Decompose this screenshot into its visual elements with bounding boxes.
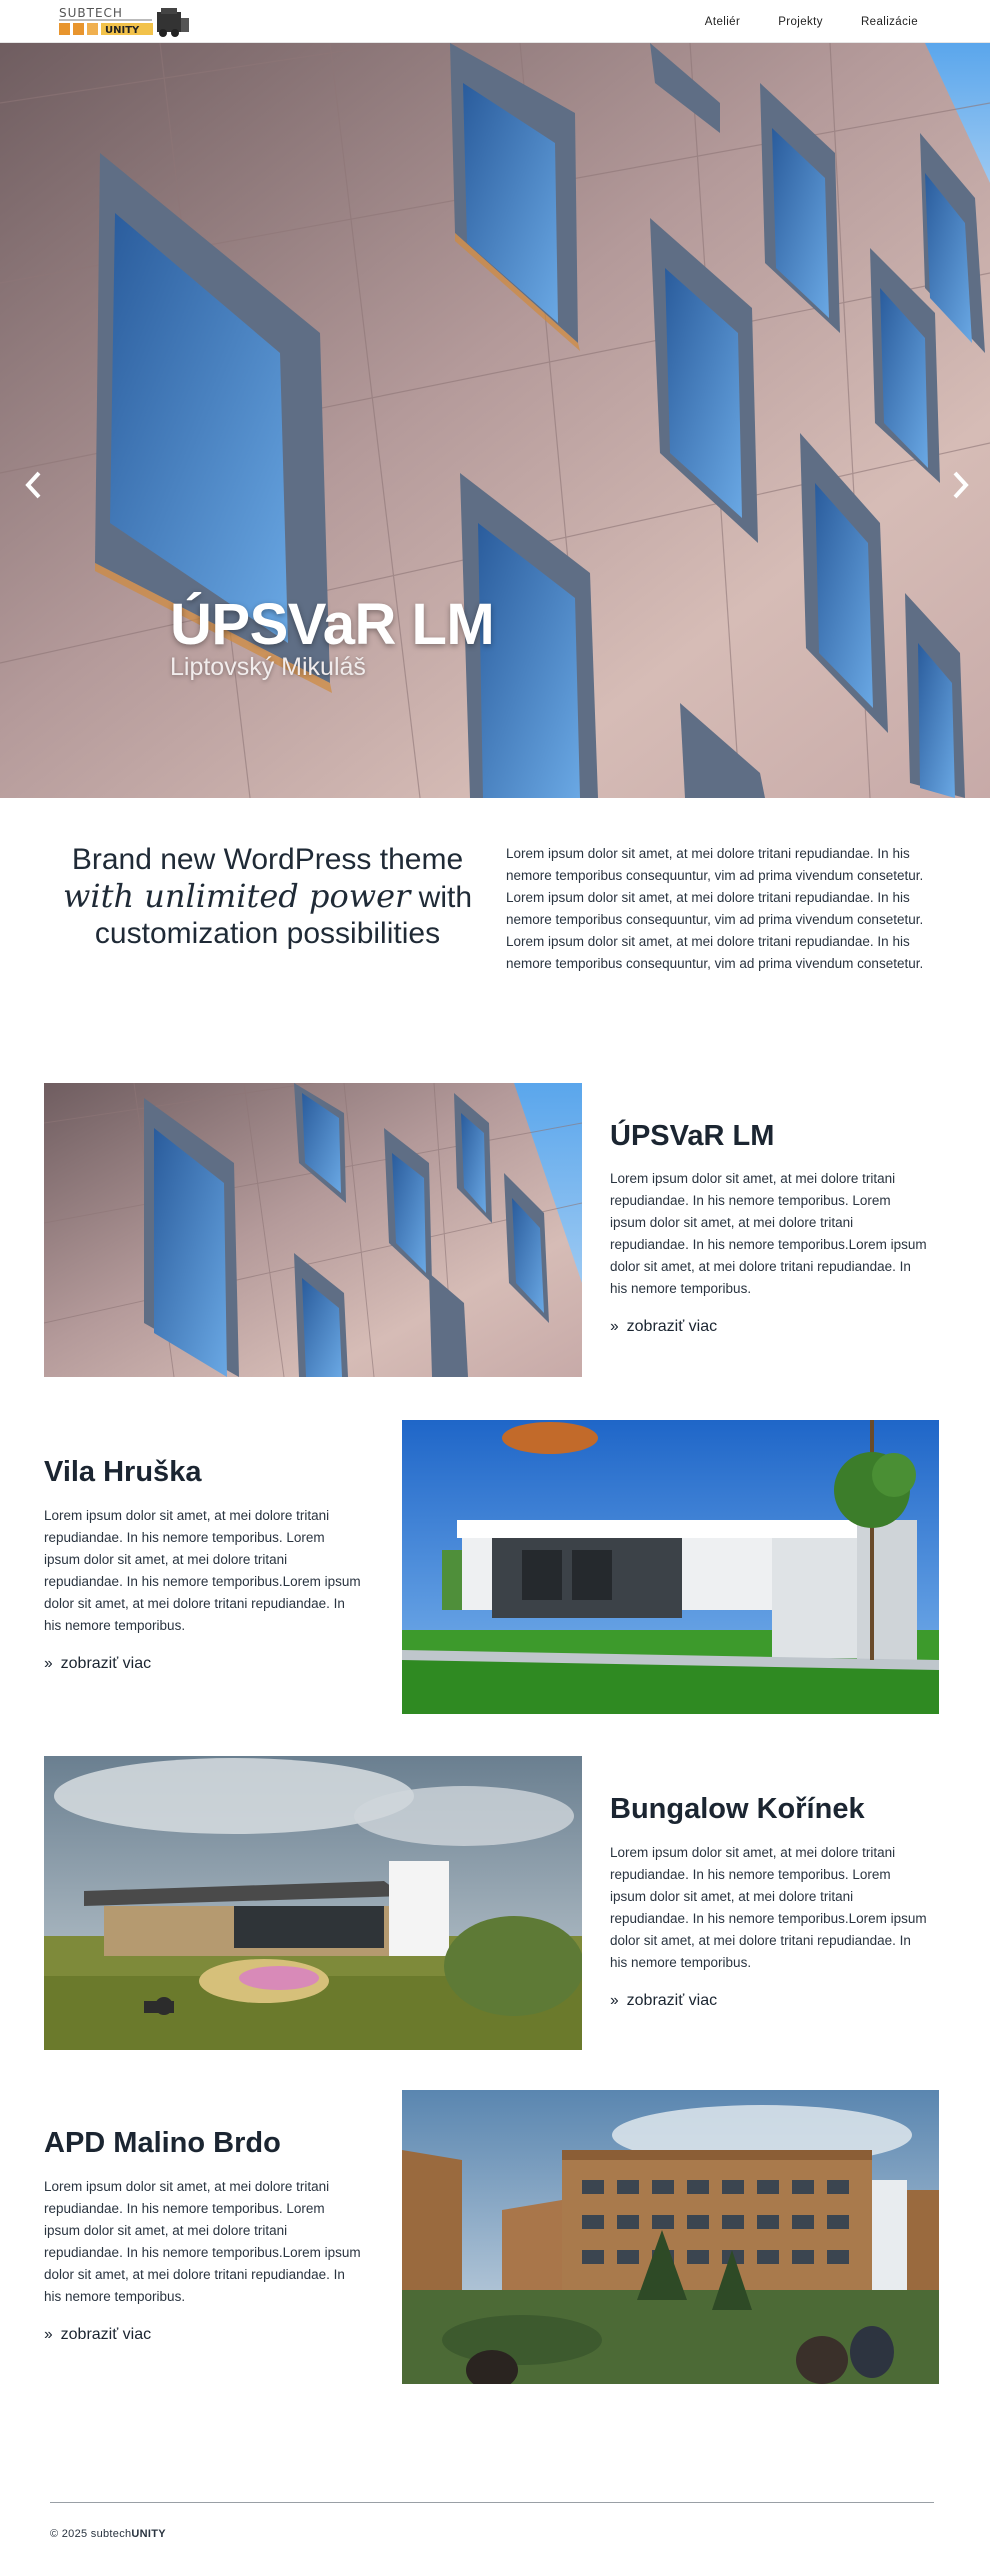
slider-next-button[interactable]: [946, 463, 976, 507]
double-chevron-icon: ››: [44, 1655, 51, 1672]
project-text-upsvar: Lorem ipsum dolor sit amet, at mei dolore tritani repudiandae. In his nemore temporibus. Lorem ipsum dolor sit amet, at mei dolore tritani repudiandae. In his nemore temporibus.Lorem ipsum dolor sit amet, at mei dolore tritani repudiandae. In his nemore temporibus.: [610, 1171, 927, 1296]
chevron-left-icon: [23, 470, 43, 500]
more-link-label: zobraziť viac: [626, 1318, 718, 1335]
nav-item-projekty[interactable]: Projekty: [778, 15, 823, 28]
hero-slider: [0, 43, 990, 798]
project-image-apd[interactable]: [402, 2090, 939, 2384]
footer-divider: [50, 2502, 934, 2503]
intro-heading-end: with customization possibilities: [94, 881, 473, 950]
intro-heading-emphasis: with unlimited power: [62, 877, 411, 915]
chevron-right-icon: [951, 470, 971, 500]
site-header: [0, 0, 990, 43]
hero-facade-image: [0, 43, 990, 798]
bungalow-render: [44, 1756, 582, 2050]
project-image-vila[interactable]: [402, 1420, 939, 1714]
project-title-vila: Vila Hruška: [44, 1456, 202, 1488]
footer-brand: UNITY: [131, 2528, 166, 2540]
double-chevron-icon: ››: [610, 1318, 617, 1335]
more-link-bungalow[interactable]: [610, 1992, 717, 2010]
project-text-vila: Lorem ipsum dolor sit amet, at mei dolore tritani repudiandae. In his nemore temporibus. Lorem ipsum dolor sit amet, at mei dolore tritani repudiandae. In his nemore temporibus.Lorem ipsum dolor sit amet, at mei dolore tritani repudiandae. In his nemore temporibus.: [44, 1508, 361, 1633]
intro-paragraph: Lorem ipsum dolor sit amet, at mei dolore tritani repudiandae. In his nemore temporibus consequuntur, vim ad prima vivendum consetetur. Lorem ipsum dolor sit amet, at mei dolore tritani repudiandae. In his nemore temporibus consequuntur, vim ad prima vivendum consetetur. Lorem ipsum dolor sit amet, at mei dolore tritani repudiandae. In his nemore temporibus consequuntur, vim ad prima vivendum consetetur.: [506, 846, 924, 971]
logo-graphic: [57, 4, 209, 38]
project-title-upsvar: ÚPSVaR LM: [610, 1120, 775, 1152]
footer-copyright: [50, 2528, 166, 2540]
intro-heading: [40, 842, 495, 952]
svg-text:UNITY: UNITY: [105, 25, 140, 36]
nav-item-realizacie[interactable]: Realizácie: [860, 15, 918, 28]
nav-item-atelier[interactable]: Ateliér: [704, 15, 741, 28]
hero-subtitle: Liptovský Mikuláš: [170, 653, 366, 681]
project-title-apd: APD Malino Brdo: [44, 2127, 281, 2159]
more-link-label: zobraziť viac: [60, 2326, 152, 2343]
more-link-vila[interactable]: [44, 1655, 151, 1673]
site-logo[interactable]: [57, 4, 209, 38]
project-image-bungalow[interactable]: [44, 1756, 582, 2050]
project-title-bungalow: Bungalow Kořínek: [610, 1793, 865, 1825]
facade-photo: [44, 1083, 582, 1377]
hero-title: ÚPSVaR LM: [170, 592, 495, 657]
villa-photo: [402, 1420, 939, 1714]
more-link-upsvar[interactable]: [610, 1318, 717, 1336]
intro-heading-start: Brand new WordPress theme: [71, 843, 464, 876]
project-text-bungalow: Lorem ipsum dolor sit amet, at mei dolore tritani repudiandae. In his nemore temporibus. Lorem ipsum dolor sit amet, at mei dolore tritani repudiandae. In his nemore temporibus.Lorem ipsum dolor sit amet, at mei dolore tritani repudiandae. In his nemore temporibus.: [610, 1845, 927, 1970]
footer-copyright-text: © 2025 subtech: [50, 2528, 132, 2540]
more-link-label: zobraziť viac: [626, 1992, 718, 2009]
double-chevron-icon: ››: [610, 1992, 617, 2009]
slider-prev-button[interactable]: [18, 463, 48, 507]
project-image-upsvar[interactable]: [44, 1083, 582, 1377]
apartments-render: [402, 2090, 939, 2384]
more-link-apd[interactable]: [44, 2326, 151, 2344]
main-nav: [699, 0, 924, 43]
double-chevron-icon: ››: [44, 2326, 51, 2343]
project-text-apd: Lorem ipsum dolor sit amet, at mei dolore tritani repudiandae. In his nemore temporibus. Lorem ipsum dolor sit amet, at mei dolore tritani repudiandae. In his nemore temporibus.Lorem ipsum dolor sit amet, at mei dolore tritani repudiandae. In his nemore temporibus.: [44, 2179, 361, 2304]
more-link-label: zobraziť viac: [60, 1655, 152, 1672]
svg-text:SUBTECH: SUBTECH: [59, 6, 123, 20]
